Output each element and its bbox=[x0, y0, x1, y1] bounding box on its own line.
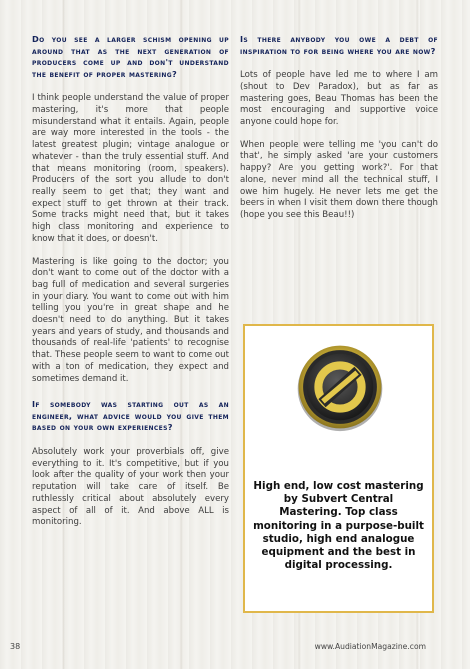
interview-question: Is there anybody you owe a debt of inspiration to for being where you are now? bbox=[240, 34, 438, 56]
left-column bbox=[32, 34, 229, 540]
right-column bbox=[240, 34, 438, 233]
interview-question: Do you see a larger schism opening up around that as the next generation of producers come up and don't understand the benefit of proper mastering? bbox=[32, 34, 229, 79]
interview-question: If somebody was starting out as an engineer, what advice would you give them based on your own experiences? bbox=[32, 399, 229, 433]
page-number: 38 bbox=[10, 642, 21, 651]
footer-url[interactable]: www.AudiationMagazine.com bbox=[314, 642, 426, 651]
subvert-central-advert[interactable] bbox=[243, 324, 434, 613]
interview-answer: Lots of people have led me to where I am (shout to Dev Paradox), but as far as mastering goes, Beau Thomas has been the most encouraging and supportive voice anyone could hope for. bbox=[240, 70, 438, 127]
interview-answer: I think people understand the value of proper mastering, it's more that people misunderstand what it entails. Again, people are way more interested in the tools - the latest greatest plugin; vintage analogue or whatever - than the truly essential stuff. And that means monitoring (room, speakers). Producers of the sort you allude to don't really seem to get that; they want and expect stuff to get thrown at their track. Some tracks might need that, but it takes high class monitoring and experience to know that it does, or doesn't. bbox=[32, 93, 229, 244]
subvert-central-logo-icon bbox=[295, 342, 385, 432]
interview-answer: When people were telling me 'you can't do that', he simply asked 'are your customers happy? Are you getting work?'. For that alone, never mind all the technical stuff, I owe him hugely. He never lets me get the beers in when I visit them down there though (hope you see this Beau!!) bbox=[240, 139, 438, 220]
interview-answer: Absolutely work your proverbials off, give everything to it. It's competitive, but if you look after the quality of your work then your reputation will take care of itself. Be ruthlessly critical about absolutely every aspect of all of it. And above ALL is monitoring. bbox=[32, 447, 229, 528]
advert-text: High end, low cost mastering by Subvert Central Mastering. Top class monitoring in a purpose-built studio, high end analogue equipment and the best in digital processing. bbox=[253, 480, 424, 572]
interview-answer: Mastering is like going to the doctor; you don't want to come out of the doctor with a bag full of medication and several surgeries in your diary. You want to come out with him telling you you're in great shape and he doesn't need to do anything. But it takes years and years of study, and thousands and thousands of real-life 'patients' to recognise that. These people seem to want to come out with a ton of medication, they expect and sometimes demand it. bbox=[32, 256, 229, 384]
